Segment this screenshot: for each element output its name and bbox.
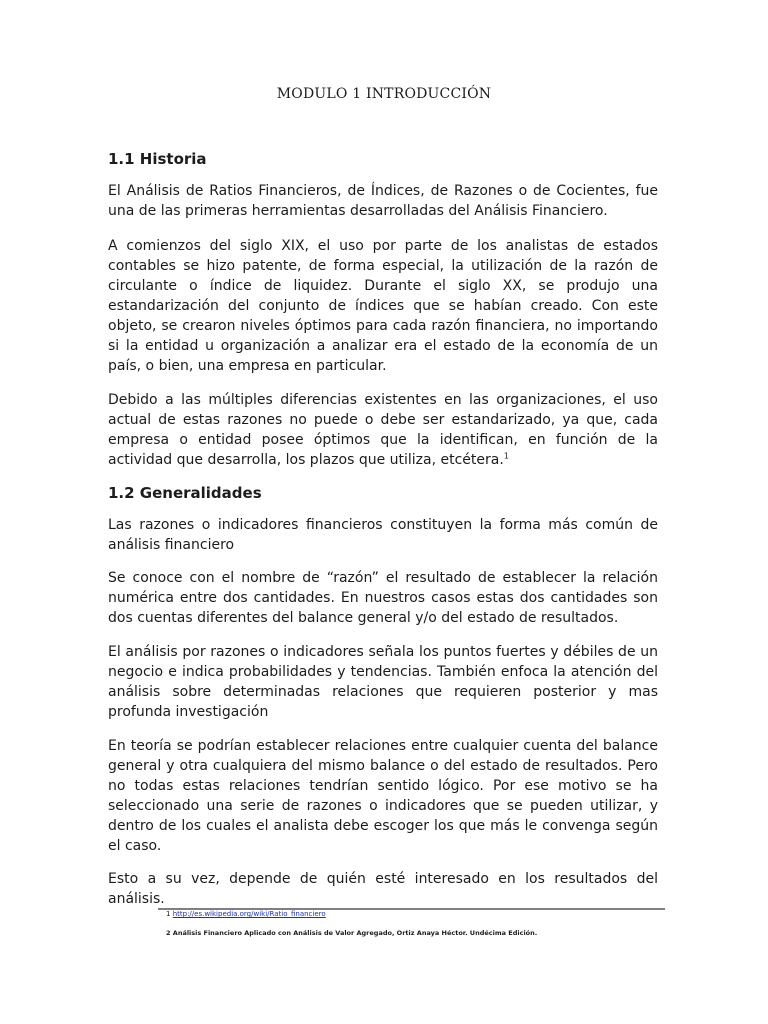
- paragraph-generalidades-4: En teoría se podrían establecer relaciones entre cualquier cuenta del balance general y otra cualquiera del mismo balance o del estado de resultados. Pero no todas estas relaciones tendrían sentido lógico. Por ese motivo se ha seleccionado una serie de razones o indicadores que se pueden utilizar, y dentro de los cuales el analista debe escoger los que más le convenga según el caso.: [108, 738, 658, 854]
- footnote-2: 2 Análisis Financiero Aplicado con Análisis de Valor Agregado, Ortiz Anaya Héctor. Undécima Edición.: [166, 929, 538, 937]
- paragraph-generalidades-5: Esto a su vez, depende de quién esté interesado en los resultados del análisis.: [108, 871, 658, 907]
- footnote-1-number: 1: [166, 910, 171, 918]
- paragraph-historia-3: [108, 390, 658, 470]
- paragraph-generalidades-2: Se conoce con el nombre de “razón” el resultado de establecer la relación numérica entre dos cantidades. En nuestros casos estas dos cantidades son dos cuentas diferentes del balance general y/o del estado de resultados.: [108, 570, 658, 626]
- paragraph-historia-3-text: Debido a las múltiples diferencias existentes en las organizaciones, el uso actual de estas razones no puede o debe ser estandarizado, ya que, cada empresa o entidad posee óptimos que la identifican, en función de la actividad que desarrolla, los plazos que utiliza, etcétera.: [108, 392, 658, 468]
- section-heading-generalidades: 1.2 Generalidades: [108, 484, 262, 502]
- paragraph-historia-1: El Análisis de Ratios Financieros, de Índices, de Razones o de Cocientes, fue una de las primeras herramientas desarrolladas del Análisis Financiero.: [108, 183, 658, 219]
- paragraph-historia-2: A comienzos del siglo XIX, el uso por parte de los analistas de estados contables se hizo patente, de forma especial, la utilización de la razón de circulante o índice de liquidez. Durante el siglo XX, se produjo una estandarización del conjunto de índices que se habían creado. Con este objeto, se crearon niveles óptimos para cada razón financiera, no importando si la entidad u organización a analizar era el estado de la economía de un país, o bien, una empresa en particular.: [108, 238, 658, 374]
- section-heading-historia: 1.1 Historia: [108, 150, 207, 168]
- paragraph-generalidades-3: El análisis por razones o indicadores señala los puntos fuertes y débiles de un negocio e indica probabilidades y tendencias. También enfoca la atención del análisis sobre determinadas relaciones que requieren posterior y mas profunda investigación: [108, 644, 658, 720]
- document-title: MODULO 1 INTRODUCCIÓN: [276, 86, 492, 102]
- paragraph-generalidades-1: Las razones o indicadores financieros constituyen la forma más común de análisis financiero: [108, 517, 658, 553]
- footnote-ref-1[interactable]: 1: [503, 451, 509, 461]
- footnote-1-link[interactable]: http://es.wikipedia.org/wiki/Ratio_financiero: [172, 910, 326, 918]
- footnote-1: [166, 910, 326, 919]
